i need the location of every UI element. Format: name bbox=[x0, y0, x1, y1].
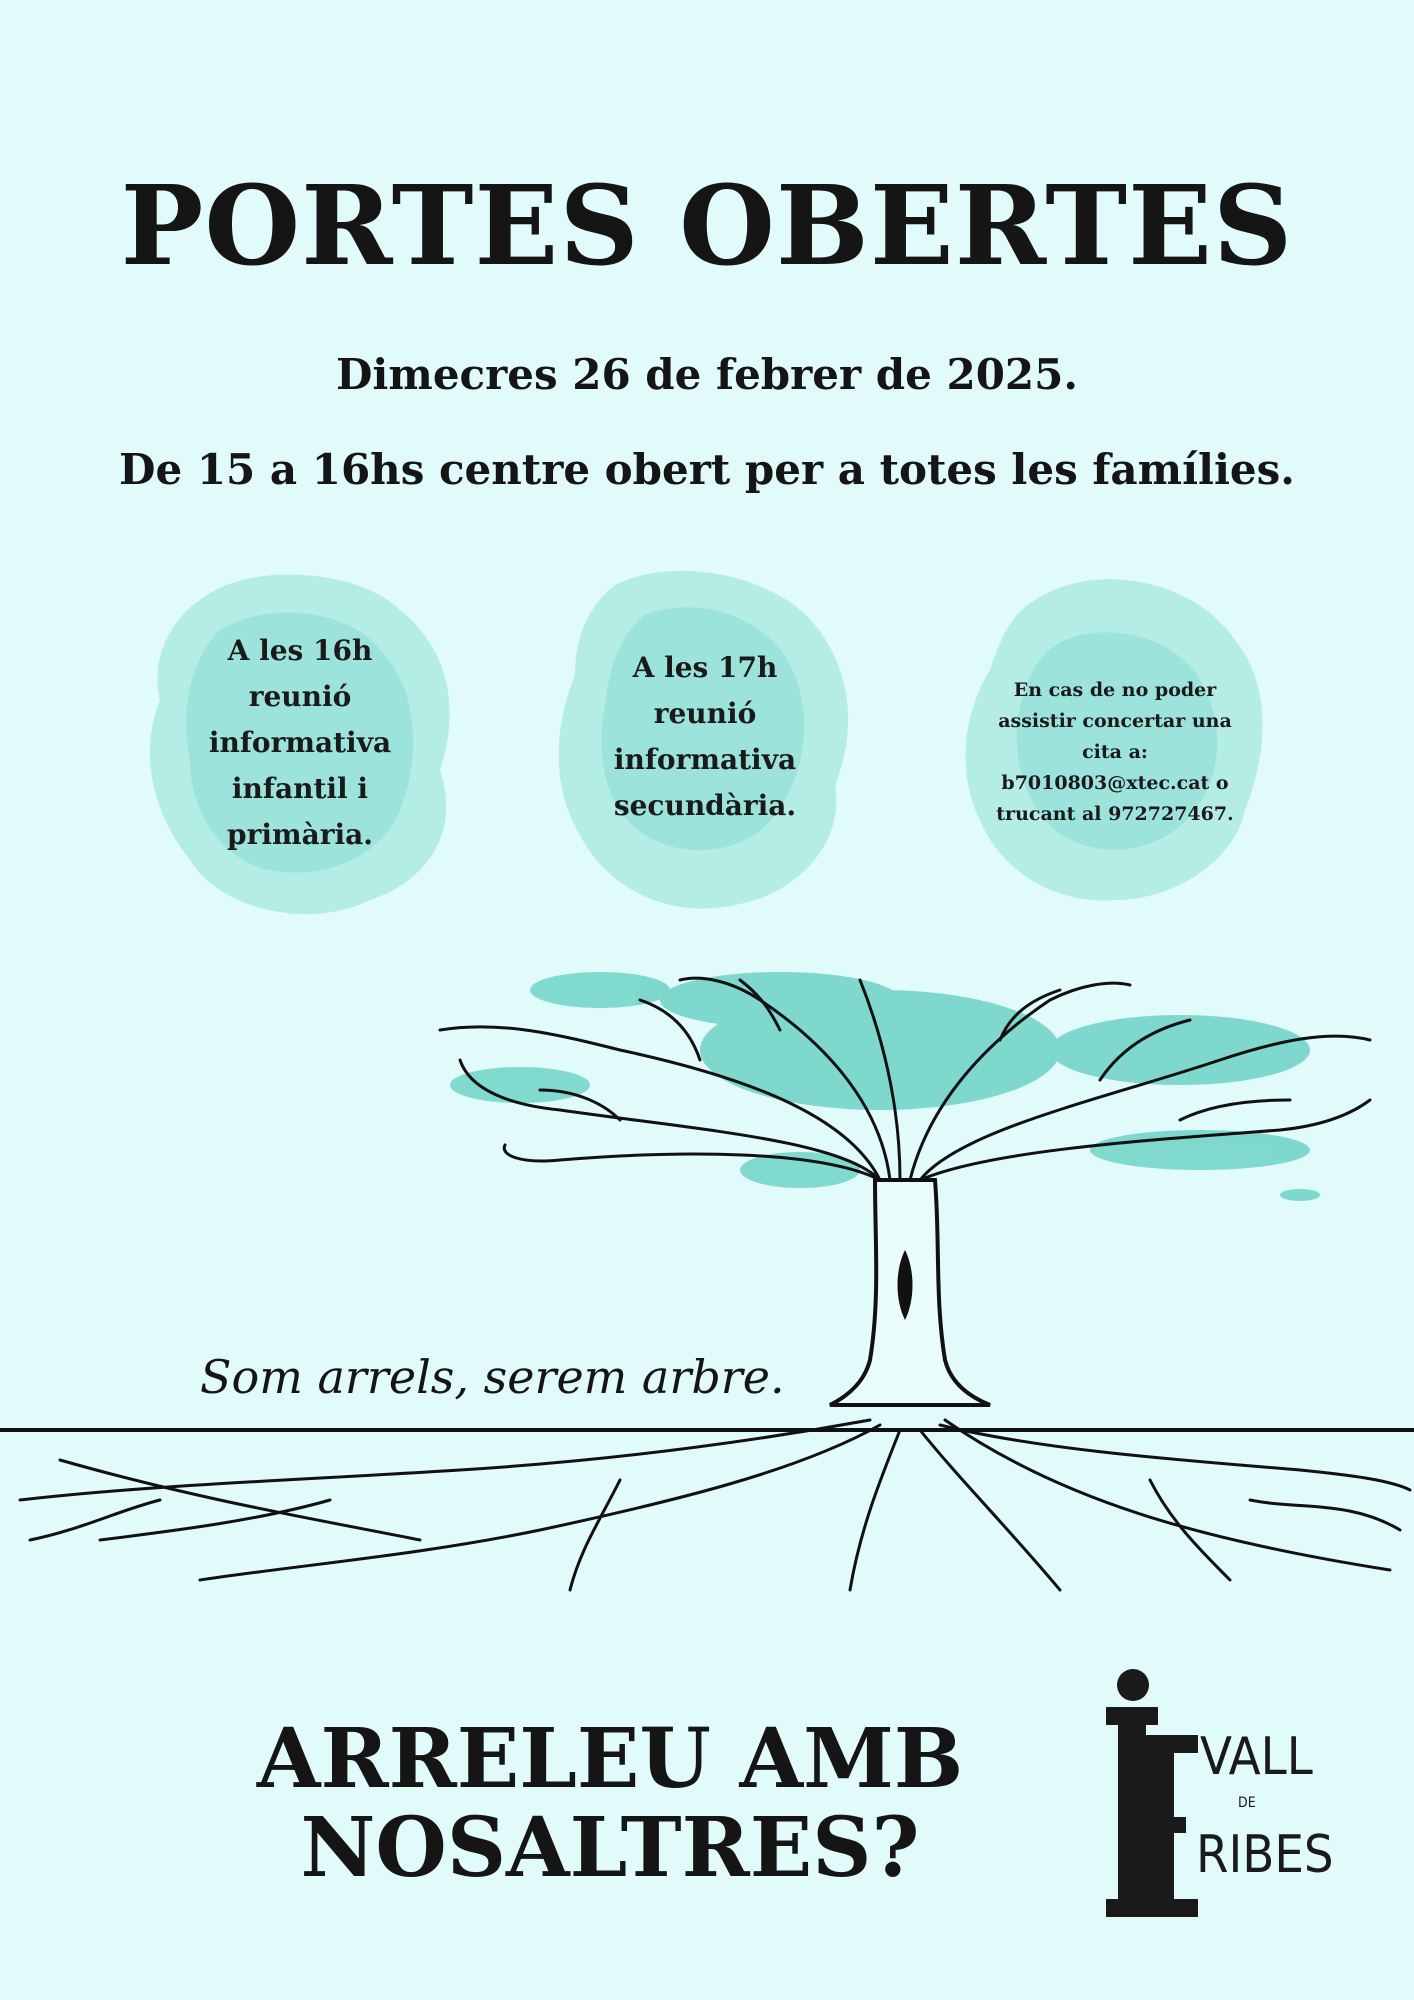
blob-line: cita a: bbox=[1082, 741, 1148, 763]
blob-line: informativa bbox=[613, 743, 797, 776]
logo-de: DE bbox=[1238, 1795, 1256, 1811]
blob-line: A les 16h bbox=[227, 634, 373, 667]
blob-line: assistir concertar una bbox=[998, 710, 1232, 732]
logo-ribes: RIBES bbox=[1196, 1825, 1334, 1885]
blob-line: primària. bbox=[226, 818, 373, 851]
cta-line: NOSALTRES? bbox=[300, 1799, 920, 1896]
blob-line: reunió bbox=[653, 697, 757, 730]
tree-foliage bbox=[450, 972, 1320, 1201]
cta-line: ARRELEU AMB bbox=[256, 1711, 964, 1807]
blob-line: informativa bbox=[208, 726, 392, 759]
contact-email[interactable]: b7010803@xtec.cat o bbox=[1001, 772, 1229, 794]
slogan: Som arrels, serem arbre. bbox=[200, 1350, 785, 1404]
info-blob-primary bbox=[130, 560, 470, 930]
blob-line: infantil i bbox=[231, 772, 369, 805]
info-blob-secondary bbox=[535, 555, 875, 925]
blob-line: A les 17h bbox=[632, 651, 778, 684]
call-to-action bbox=[200, 1711, 1020, 1896]
blob-line: En cas de no poder bbox=[1013, 679, 1217, 701]
logo-vall: VALL bbox=[1200, 1727, 1313, 1787]
event-date: Dimecres 26 de febrer de 2025. bbox=[336, 350, 1078, 399]
tree-roots-illustration bbox=[0, 940, 1414, 1600]
info-blob-contact bbox=[945, 560, 1285, 930]
page-title: PORTES OBERTES bbox=[120, 161, 1294, 290]
tree-roots bbox=[20, 1420, 1410, 1590]
contact-phone[interactable]: trucant al 972727467. bbox=[996, 803, 1234, 825]
blob-line: secundària. bbox=[613, 789, 797, 822]
event-hours: De 15 a 16hs centre obert per a totes les famílies. bbox=[119, 445, 1295, 494]
blob-line: reunió bbox=[248, 680, 352, 713]
logo-mark-icon bbox=[1100, 1665, 1360, 1925]
school-logo bbox=[1100, 1665, 1360, 1925]
